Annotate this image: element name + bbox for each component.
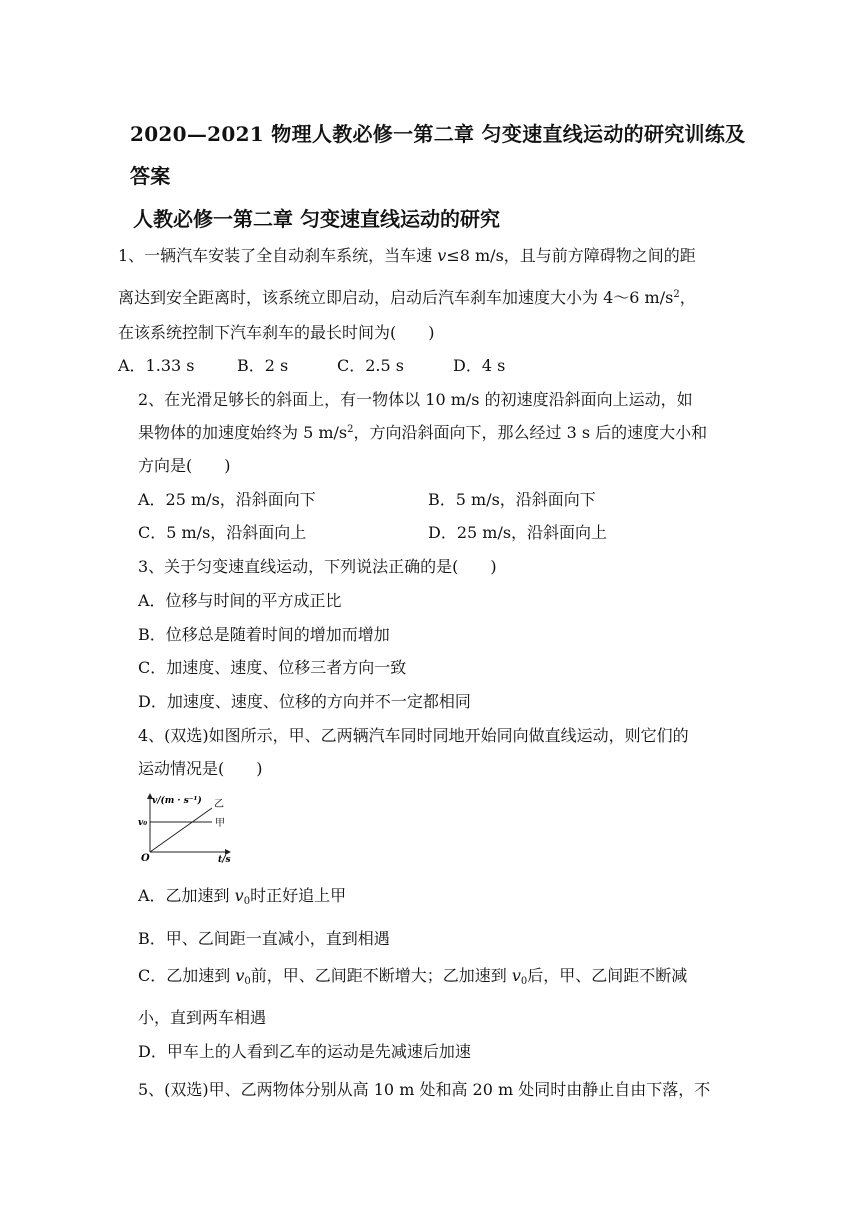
q3-option-a: A．位移与时间的平方成正比 [138,591,342,610]
v0-label: v₀ [138,818,148,828]
document-title-line-2: 答案 [130,164,171,188]
q1-option-c: C．2.5 s [337,356,404,375]
q1-line-1: 1、一辆汽车安装了全自动刹车系统，当车速 v≤8 m/s，且与前方障碍物之间的距 [118,246,696,265]
q3-option-d: D．加速度、速度、位移的方向并不一定都相同 [138,692,471,711]
q3-option-c: C．加速度、速度、位移三者方向一致 [138,658,407,677]
origin-label: O [141,853,150,864]
q1-option-b: B．2 s [237,356,289,375]
q2-option-d: D．25 m/s，沿斜面向上 [428,523,608,542]
q2-line-1: 2、在光滑足够长的斜面上，有一物体以 10 m/s 的初速度沿斜面向上运动，如 [138,390,693,409]
q4-option-c-line-2: 小，直到两车相遇 [138,1008,267,1027]
q2-option-b: B．5 m/s，沿斜面向下 [428,490,596,509]
q2-option-a: A．25 m/s，沿斜面向下 [138,490,316,509]
q4-option-c-line-1: C．乙加速到 $v_0$前，甲、乙间距不断增大；乙加速到 $v_0$后，甲、乙间距不断减 [138,966,688,987]
q1-option-a: A．1.33 s [118,356,195,375]
q3-line-1: 3、关于匀变速直线运动，下列说法正确的是( ) [138,557,497,576]
q1-line-2: 离达到安全距离时，该系统立即启动，启动后汽车刹车加速度大小为 4～6 $m/s^2$， [118,288,696,307]
q4-option-b: B．甲、乙间距一直减小，直到相遇 [138,929,390,948]
q2-line-3: 方向是( ) [138,456,231,475]
line-yi [150,808,212,852]
label-jia: 甲 [215,818,225,829]
chapter-subtitle: 人教必修一第二章 匀变速直线运动的研究 [133,207,500,231]
q4-line-1: 4、(双选)如图所示，甲、乙两辆汽车同时同地开始同向做直线运动，则它们的 [138,726,689,745]
q5-line-1: 5、(双选)甲、乙两物体分别从高 10 m 处和高 20 m 处同时由静止自由下落，不 [138,1080,711,1099]
q4-option-d: D．甲车上的人看到乙车的运动是先减速后加速 [138,1042,471,1061]
q1-option-d: D．4 s [453,356,506,375]
x-axis-label: t/s [218,855,231,865]
q1-line-3: 在该系统控制下汽车刹车的最长时间为( ) [118,323,435,342]
document-title-line-1: 2020—2021 物理人教必修一第二章 匀变速直线运动的研究训练及 [130,122,746,146]
q2-option-c: C．5 m/s，沿斜面向上 [138,523,307,542]
label-yi: 乙 [214,799,224,810]
q4-line-2: 运动情况是( ) [138,759,263,778]
y-axis-label: v/(m · s⁻¹) [152,796,202,806]
q3-option-b: B．位移总是随着时间的增加而增加 [138,625,390,644]
q4-option-a: A．乙加速到 $v_0$时正好追上甲 [138,886,347,907]
velocity-time-graph [138,790,238,866]
q2-line-2: 果物体的加速度始终为 5 $m/s^2$，方向沿斜面向下，那么经过 3 s 后的速度大小和 [138,423,708,442]
